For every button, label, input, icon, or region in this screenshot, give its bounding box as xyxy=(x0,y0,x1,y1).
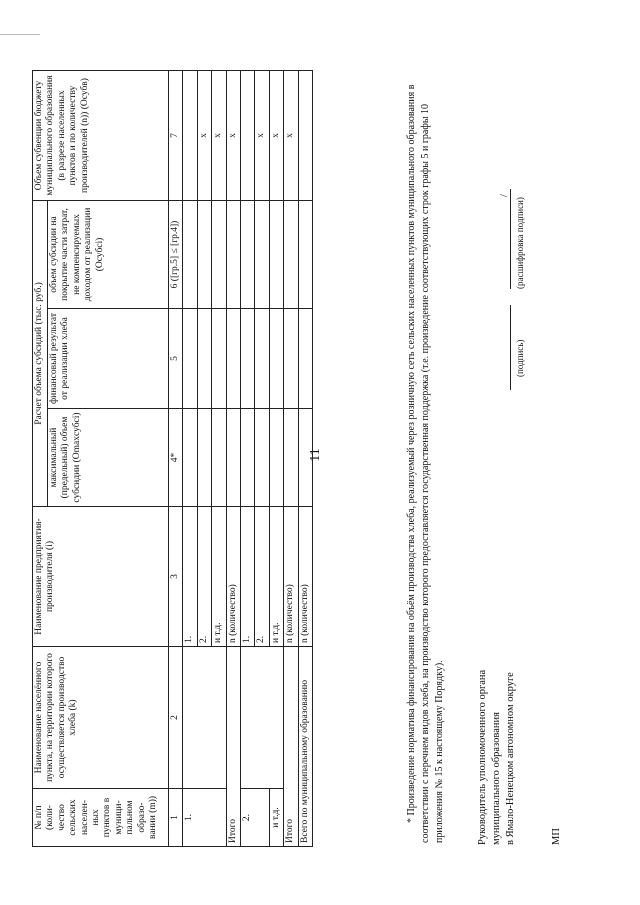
subsidy-calculation-table xyxy=(32,70,313,847)
cell-empty xyxy=(255,201,269,309)
cell-empty xyxy=(226,309,240,409)
cell-enterprise: 1. xyxy=(240,507,254,647)
signature-line xyxy=(510,305,511,390)
signatory-line-3: в Ямало-Ненецком автономном округе xyxy=(505,672,516,845)
cell-col7 xyxy=(183,71,197,201)
signatory-line-2: муниципального образования xyxy=(491,712,502,845)
cell-empty xyxy=(212,201,226,309)
signatory-line-1: Руководитель уполномоченного органа xyxy=(477,669,488,845)
cell-empty xyxy=(269,409,283,507)
cell-empty xyxy=(298,409,312,507)
cell-empty xyxy=(240,409,254,507)
table-row xyxy=(226,71,240,847)
cell-settlement xyxy=(183,647,226,789)
cell-empty xyxy=(298,201,312,309)
col-number: 7 xyxy=(169,71,183,201)
signature-caption: (подпись) xyxy=(515,339,525,377)
table-row xyxy=(183,71,197,847)
cell-enterprise: и т.д. xyxy=(269,507,283,647)
cell-col7 xyxy=(240,71,254,201)
cell-enterprise: 2. xyxy=(255,507,269,647)
col-header-fin-result: финансовый результат от реализации хлеба xyxy=(48,309,169,409)
col-header-no: № п/п (коли-чество сельских населен-ных пунктов в муници-пальном образо-вании (m)) xyxy=(33,789,169,847)
cell-col7: x xyxy=(197,71,211,201)
cell-empty xyxy=(197,201,211,309)
signature-decode-line xyxy=(510,189,511,289)
col-header-settlement: Наименование населённого пункта, на территории которого осуществляется производство хлеба (k) xyxy=(33,647,169,789)
cell-col7: x xyxy=(284,71,298,201)
col-number: 3 xyxy=(169,507,183,647)
cell-enterprise: n (количество) xyxy=(298,507,312,647)
scan-edge-mark xyxy=(0,34,40,35)
cell-enterprise: 1. xyxy=(183,507,197,647)
cell-col7 xyxy=(298,71,312,201)
cell-subtotal-label: Итого xyxy=(284,647,298,847)
cell-empty xyxy=(197,409,211,507)
stamp-place: МП xyxy=(551,828,562,845)
cell-empty xyxy=(255,409,269,507)
signature-slash: / xyxy=(499,194,510,197)
cell-empty xyxy=(197,309,211,409)
footnote xyxy=(405,53,447,843)
cell-no: 1. xyxy=(183,789,226,847)
cell-col7: x xyxy=(269,71,283,201)
cell-col7: x xyxy=(212,71,226,201)
col-number: 4* xyxy=(169,409,183,507)
signature-decode-caption: (расшифровка подписи) xyxy=(515,197,525,289)
col-number: 5 xyxy=(169,309,183,409)
cell-empty xyxy=(212,409,226,507)
signature-block xyxy=(476,15,562,845)
cell-enterprise: и т.д. xyxy=(212,507,226,647)
cell-empty xyxy=(183,409,197,507)
cell-empty xyxy=(240,201,254,309)
cell-enterprise: n (количество) xyxy=(226,507,240,647)
col-header-max-subsidy: максимальный (предельный) объем субсидии (Omaxсубсi) xyxy=(48,409,169,507)
cell-empty xyxy=(284,309,298,409)
col-header-enterprise: Наименование предприятия-производителя (i) xyxy=(33,507,169,647)
page-number: 11 xyxy=(308,448,323,462)
cell-empty xyxy=(255,309,269,409)
cell-empty xyxy=(240,309,254,409)
cell-empty xyxy=(183,309,197,409)
table-row xyxy=(240,71,254,847)
footnote-text: * Произведение норматива финансирования на объём производства хлеба, реализуемый через розничную сеть сельских населенных пунктов муниципального образования в соответствии с перечнем видов хлеба, на производство которого предоставляется государственная поддержка (т.е. произведение соответствующих строк графы 5 и графы 10 приложения № 15 к настоящему Порядку). xyxy=(406,84,445,843)
cell-empty xyxy=(269,309,283,409)
col-header-subsidy-cover: объем субсидии на покрытие части затрат, не компенсируемых доходом от реализации (Осубсi) xyxy=(48,201,169,309)
cell-no: и т.д. xyxy=(269,789,283,847)
cell-empty xyxy=(269,201,283,309)
col-header-total-budget: Объем субвенции бюджету муниципального образования (в разрезе населенных пунктов и по количеству производителей (n)) (Осубв) xyxy=(33,71,169,201)
col-number: 6 ([гр.5] ≤ [гр.4]) xyxy=(169,201,183,309)
cell-subtotal-label: Итого xyxy=(226,647,240,847)
column-number-row xyxy=(169,71,183,847)
table-row xyxy=(298,71,312,847)
cell-empty xyxy=(183,201,197,309)
cell-empty xyxy=(226,409,240,507)
cell-enterprise: 2. xyxy=(197,507,211,647)
cell-empty xyxy=(284,409,298,507)
cell-enterprise: n (количество) xyxy=(284,507,298,647)
cell-col7: x xyxy=(255,71,269,201)
cell-empty xyxy=(298,309,312,409)
col-number: 2 xyxy=(169,647,183,789)
cell-empty xyxy=(212,309,226,409)
col-number: 1 xyxy=(169,789,183,847)
cell-col7: x xyxy=(226,71,240,201)
cell-no: 2. xyxy=(240,789,269,847)
cell-total-label: Всего по муниципальному образованию xyxy=(298,647,312,847)
cell-settlement xyxy=(240,647,283,789)
table-row xyxy=(284,71,298,847)
col-header-calc-group: Расчет объема субсидий (тыс. руб.) xyxy=(33,201,48,507)
cell-empty xyxy=(284,201,298,309)
cell-empty xyxy=(226,201,240,309)
